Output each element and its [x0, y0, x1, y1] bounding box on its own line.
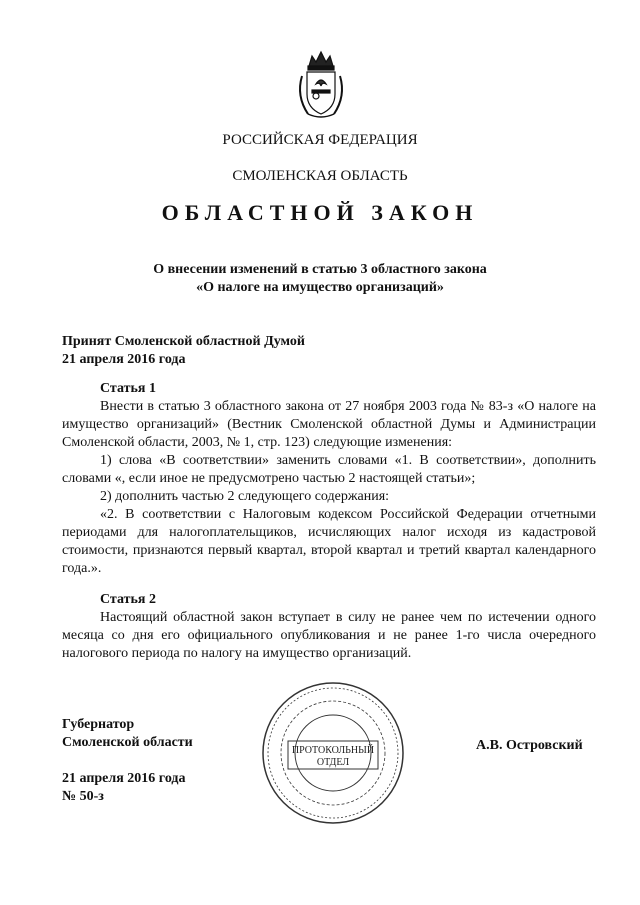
region-heading: СМОЛЕНСКАЯ ОБЛАСТЬ	[232, 168, 408, 184]
article-2-heading: Статья 2	[100, 592, 156, 607]
article-1-paragraph-4: «2. В соответствии с Налоговым кодексом Российской Федерации отчетными периодами для налогоплательщиков, исчисляющих налог исходя из кадастровой стоимости, признаются первый квартал, второй квартал и третий квартал календарного года.».	[62, 507, 596, 576]
signatory-name: А.В. Островский	[476, 738, 583, 753]
law-number: № 50-з	[62, 789, 104, 804]
law-date: 21 апреля 2016 года	[62, 771, 186, 786]
law-date-number	[62, 770, 186, 806]
coat-of-arms-emblem	[294, 48, 348, 120]
article-1-heading: Статья 1	[100, 381, 156, 396]
law-subject-line1: О внесении изменений в статью 3 областного закона	[153, 262, 487, 277]
article-1-paragraph-2: 1) слова «В соответствии» заменить словами «1. В соответствии», дополнить словами «, если иное не предусмотрено частью 2 настоящей статьи»;	[62, 453, 596, 486]
article-2	[62, 591, 596, 663]
signatory-title	[62, 716, 193, 752]
article-1-paragraph-1: Внести в статью 3 областного закона от 27 ноября 2003 года № 83-з «О налоге на имущество организаций» (Вестник Смоленской областной Думы и Администрации Смоленской области, 2003, № 1, стр. 123) следующие изменения:	[62, 399, 596, 450]
country-heading: РОССИЙСКАЯ ФЕДЕРАЦИЯ	[222, 132, 418, 148]
article-1-paragraph-3: 2) дополнить частью 2 следующего содержания:	[100, 489, 390, 504]
smolensk-coat-of-arms-icon	[294, 48, 348, 120]
signatory-title-line1: Губернатор	[62, 717, 135, 732]
official-round-stamp-icon	[258, 678, 408, 828]
adoption-info	[62, 333, 305, 369]
law-type-title: ОБЛАСТНОЙ ЗАКОН	[161, 200, 479, 225]
signatory-title-line2: Смоленской области	[62, 735, 193, 750]
adoption-line1: Принят Смоленской областной Думой	[62, 334, 305, 349]
adoption-date: 21 апреля 2016 года	[62, 352, 186, 367]
stamp-box-line1: ПРОТОКОЛЬНЫЙ	[291, 745, 375, 756]
official-stamp	[258, 678, 408, 828]
law-subject	[0, 261, 640, 297]
stamp-box-line2: ОТДЕЛ	[316, 757, 350, 768]
article-2-paragraph-1: Настоящий областной закон вступает в силу не ранее чем по истечении одного месяца со дня его официального опубликования и не ранее 1-го числа очередного налогового периода по налогу на имущество организаций.	[62, 610, 596, 661]
law-subject-line2: «О налоге на имущество организаций»	[196, 280, 444, 295]
article-1	[62, 380, 596, 578]
